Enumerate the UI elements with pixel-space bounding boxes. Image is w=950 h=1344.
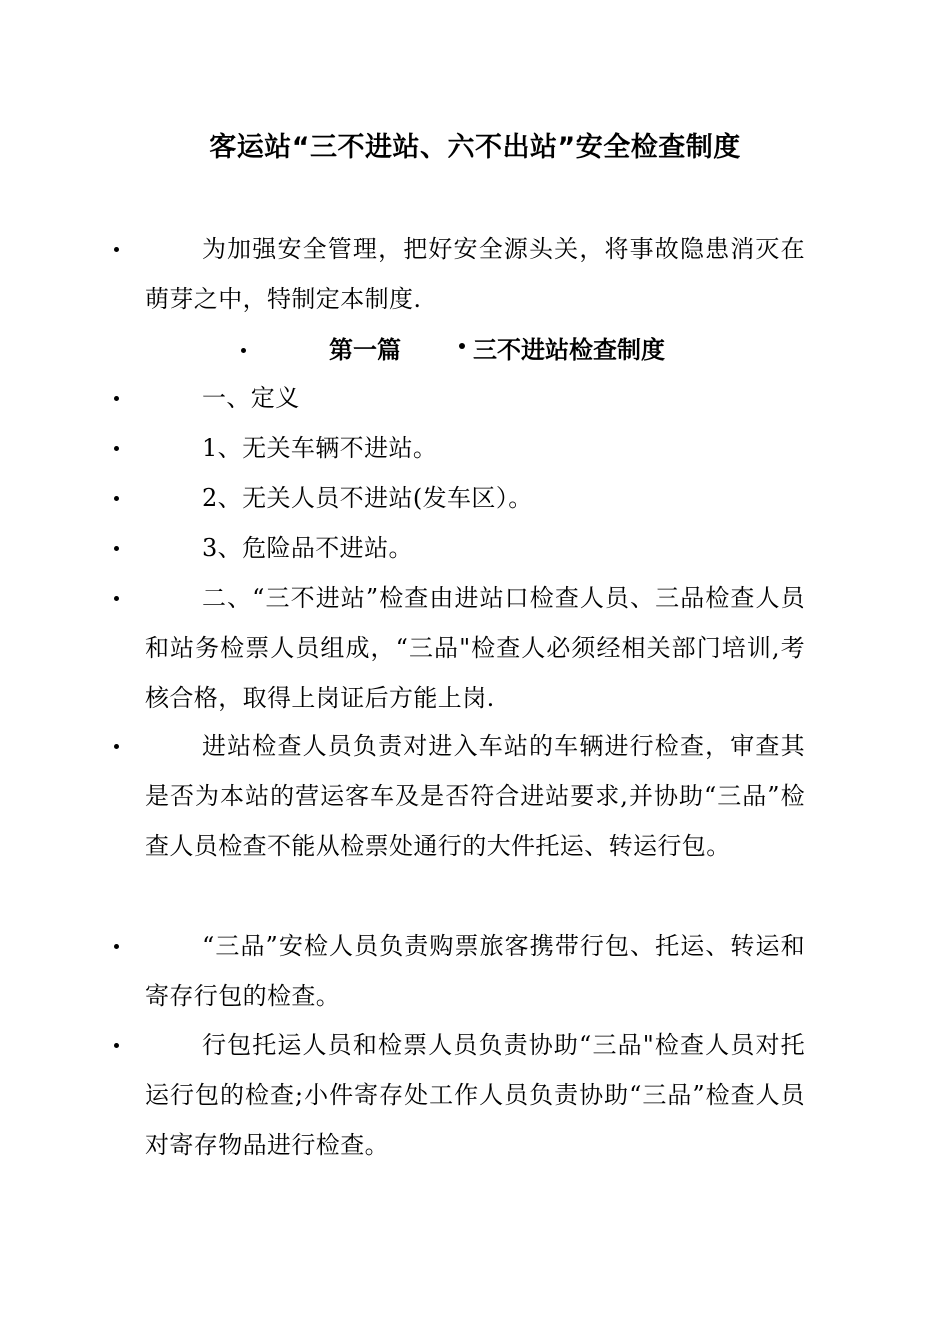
bullet-icon xyxy=(114,944,119,949)
list-item-text: 3、危险品不进站。 xyxy=(202,534,413,562)
section-heading xyxy=(0,325,950,375)
bullet-icon xyxy=(459,343,465,349)
bullet-icon xyxy=(114,596,119,601)
list-item-text: “三品”安检人员负责购票旅客携带行包、托运、转运和寄存行包的检查。 xyxy=(145,932,805,1010)
list-item-text: 行包托运人员和检票人员负责协助“三品"检查人员对托运行包的检查;小件寄存处工作人员负责协助“三品”检查人员对寄存物品进行检查。 xyxy=(145,1031,805,1159)
bullet-icon xyxy=(114,546,119,551)
list-item-text: 2、无关人员不进站(发车区）。 xyxy=(202,484,533,512)
list-item-text: 进站检查人员负责对进入车站的车辆进行检查，审查其是否为本站的营运客车及是否符合进站要求,并协助“三品”检查人员检查不能从检票处通行的大件托运、转运行包。 xyxy=(145,732,805,860)
bullet-icon xyxy=(241,348,246,353)
list-item-text: 一、定义 xyxy=(202,384,300,412)
paragraph-text: 为加强安全管理，把好安全源头关，将事故隐患消灭在萌芽之中，特制定本制度. xyxy=(145,235,805,313)
list-item-text: 二、“三不进站”检查由进站口检查人员、三品检查人员和站务检票人员组成，“三品"检查人必须经相关部门培训,考核合格，取得上岗证后方能上岗. xyxy=(145,584,805,712)
bullet-icon xyxy=(114,744,119,749)
bullet-icon xyxy=(114,396,119,401)
bullet-icon xyxy=(114,1043,119,1048)
bullet-icon xyxy=(114,496,119,501)
list-item-text: 1、无关车辆不进站。 xyxy=(202,434,438,462)
section-title: 三不进站检查制度 xyxy=(473,336,665,364)
bullet-icon xyxy=(114,446,119,451)
part-title: 第一篇 xyxy=(329,336,401,364)
bullet-icon xyxy=(114,247,119,252)
document-title: 客运站“三不进站、六不出站”安全检查制度 xyxy=(209,132,741,163)
